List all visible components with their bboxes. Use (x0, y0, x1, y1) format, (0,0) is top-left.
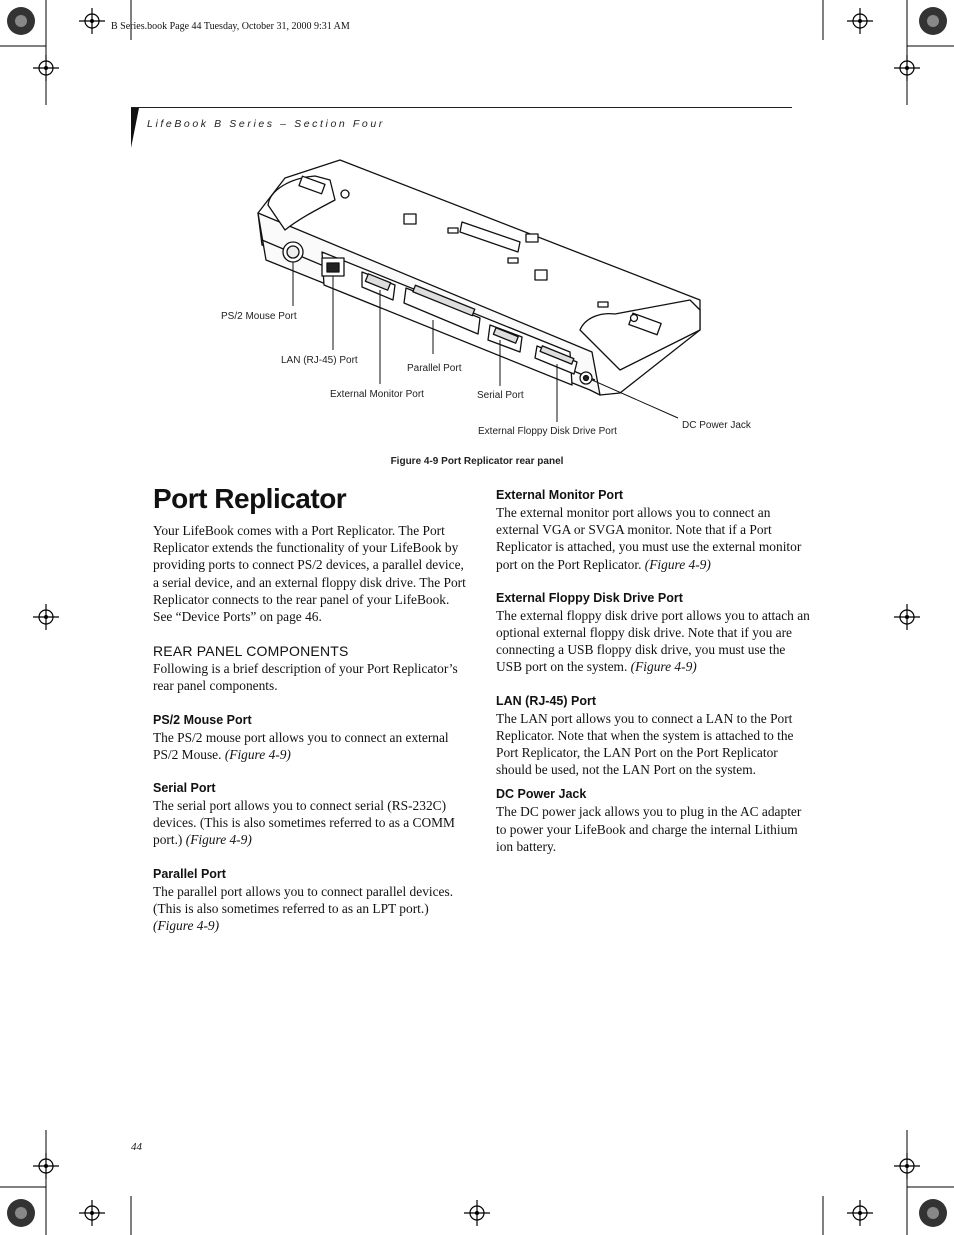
parallel-heading: Parallel Port (153, 866, 226, 881)
running-header: LifeBook B Series – Section Four (147, 118, 385, 130)
callout-ps2: PS/2 Mouse Port (221, 311, 297, 322)
callout-lan: LAN (RJ-45) Port (281, 355, 358, 366)
print-slug: B Series.book Page 44 Tuesday, October 31, 2000 9:31 AM (111, 21, 350, 32)
callout-dc: DC Power Jack (682, 420, 751, 431)
lan-heading: LAN (RJ-45) Port (496, 693, 597, 708)
figure-ref: (Figure 4-9) (185, 832, 252, 848)
serial-paragraph: The serial port allows you to connect serial (RS-232C) devices. (This is also sometimes referred to as a COMM port.) (Figure 4-9) (153, 798, 455, 848)
floppy-paragraph: The external floppy disk drive port allows you to attach an optional external floppy disk drive. Note that if you are connecting a USB floppy disk drive, you must use the USB port on the system. (Figure 4-9) (496, 607, 810, 675)
callout-monitor: External Monitor Port (330, 389, 424, 400)
figure-ref: (Figure 4-9) (630, 659, 697, 675)
parallel-paragraph: The parallel port allows you to connect parallel devices. (This is also sometimes referred to as an LPT port.) (Figure 4-9) (153, 883, 454, 934)
right-column (496, 487, 812, 855)
intro-paragraph: Your LifeBook comes with a Port Replicator. The Port Replicator extends the functionality of your LifeBook by providing ports to connect PS/2 devices, a parallel device, a serial device, and an external floppy disk drive. The Port Replicator connects to the rear panel of your LifeBook. See “Device Ports” on page 46. (153, 523, 466, 625)
figure-ref: (Figure 4-9) (644, 556, 711, 572)
lan-paragraph: The LAN port allows you to connect a LAN to the Port Replicator. Note that when the system is attached to the Port Replicator, the LAN Port on the Port Replicator should be used, not the LAN Port on the system. (496, 710, 794, 778)
dc-heading: DC Power Jack (496, 787, 587, 802)
figure-caption: Figure 4-9 Port Replicator rear panel (390, 456, 564, 467)
left-column (153, 522, 469, 934)
page-number: 44 (131, 1141, 142, 1153)
section-heading: REAR PANEL COMPONENTS (153, 643, 349, 660)
serial-heading: Serial Port (153, 781, 216, 796)
page-title: Port Replicator (153, 483, 347, 514)
section-text: Following is a brief description of your Port Replicator’s rear panel components. (153, 661, 458, 694)
figure-ref: (Figure 4-9) (153, 918, 220, 934)
callout-serial: Serial Port (477, 390, 524, 401)
dc-paragraph: The DC power jack allows you to plug in the AC adapter to power your LifeBook and charge the internal Lithium ion battery. (496, 804, 802, 854)
figure-ref: (Figure 4-9) (224, 746, 291, 762)
callout-parallel: Parallel Port (407, 363, 462, 374)
monitor-paragraph: The external monitor port allows you to connect an external VGA or SVGA monitor. Note that if a Port Replicator is attached, you must use the external monitor port on the Port Replicator. (Figure 4-9) (496, 505, 802, 572)
callout-floppy: External Floppy Disk Drive Port (478, 426, 617, 437)
ps2-heading: PS/2 Mouse Port (153, 712, 252, 727)
ps2-paragraph: The PS/2 mouse port allows you to connect an external PS/2 Mouse. (Figure 4-9) (153, 729, 449, 762)
monitor-heading: External Monitor Port (496, 488, 624, 502)
floppy-heading: External Floppy Disk Drive Port (496, 590, 683, 605)
